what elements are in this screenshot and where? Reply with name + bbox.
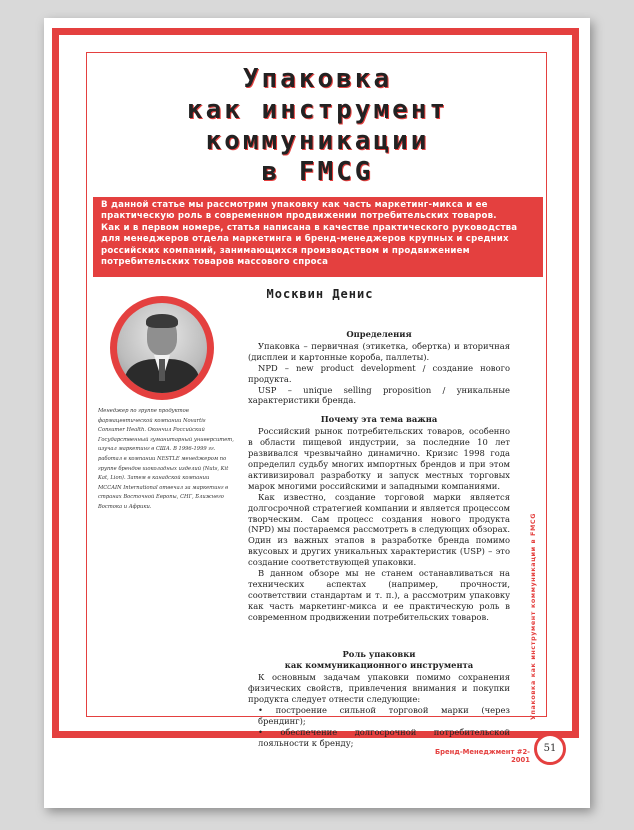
side-running-title: Упаковка как инструмент коммуникации в FMCG <box>529 512 537 720</box>
title-line: Упаковка <box>242 64 393 94</box>
section-heading: Почему эта тема важна <box>320 414 438 425</box>
paragraph: Как известно, создание торговой марки является долгосрочной стратегией компании и является процессом творческим. Сам процесс создания нового продукта (NPD) мы постараемся рассмотреть в следующих обзорах. Один из важных этапов в разработке бренда помимо вкусовых и других уникальных характеристик (USP) – это создание соответствующей упаковки. <box>248 491 510 568</box>
section-heading: Роль упаковки <box>342 648 416 659</box>
lead-box <box>93 197 543 277</box>
bullet-item: • обеспечение долгосрочной потребительской лояльности к бренду; <box>258 726 510 748</box>
section-subheading: как коммуникационного инструмента <box>284 660 474 671</box>
spacer <box>248 406 510 414</box>
paragraph: NPD – new product development / создание нового продукта. <box>248 362 510 384</box>
title-line: в FMCG <box>261 157 374 187</box>
bio-text: Менеджер по группе продуктов фармацевтической компании Novartis Consumer Health. Окончил Российский Государственный гуманитарный университет, изучал маркетинг в США. В 1996-1999 гг. работал в компании NESTLE менеджером по группе брендов шоколадных изделий (Nuts, Kit Kat, Lion). Затем в канадской компании MCCAIN International отвечал за маркетинг в странах Восточной Европы, СНГ, Ближнего Востока и Африки. <box>98 408 234 510</box>
paragraph: Российский рынок потребительских товаров, особенно в области пищевой индустрии, за последние 10 лет развивался чрезвычайно динамично. Кризис 1998 года определил судьбу многих импортных брендов и при этом активизировал разработку и запуск местных торговых марок многими российскими и западными компаниями. <box>248 426 510 491</box>
paragraph: К основным задачам упаковки помимо сохранения физических свойств, привлечения внимания и покупки продукта следует отнести следующие: <box>248 672 510 705</box>
section-heading: Определения <box>346 329 412 339</box>
footer-magazine-issue: Бренд-Менеджмент #2-2001 <box>434 748 530 764</box>
title-line: как инструмент <box>186 95 449 125</box>
bullet-item: • построение сильной торговой марки (через брендинг); <box>258 705 510 726</box>
spacer <box>248 623 510 649</box>
lead-paragraph: Как и в первом номере, статья написана в качестве практического руководства для менеджеров отдела маркетинга и бренд-менеджеров крупных и средних российских компаний, занимающихся производством и продвижением потребительских товаров массового спроса <box>101 222 518 268</box>
author-name: Москвин Денис <box>266 287 374 301</box>
paragraph: Упаковка – первичная (этикетка, обертка) и вторичная (дисплеи и картонные короба, паллеты). <box>248 340 510 362</box>
lead-paragraph: В данной статье мы рассмотрим упаковку как часть маркетинг-микса и ее практическую роль в современном продвижении потребительских товаров. <box>101 200 497 222</box>
paragraph: USP – unique selling proposition / уникальные характеристики бренда. <box>248 384 510 406</box>
article-body <box>248 329 510 749</box>
photo-tie <box>159 359 165 381</box>
author-photo <box>117 303 207 393</box>
paragraph: В данном обзоре мы не станем останавливаться на технических аспектах (например, прочности, соответствии стандартам и т. п.), а рассмотрим упаковку как часть маркетинг-микса и ее практическую роль в современном продвижении потребительских товаров. <box>248 568 510 622</box>
author-bio <box>98 407 234 513</box>
page-number: 51 <box>534 733 566 765</box>
article-title <box>90 64 545 188</box>
photo-hair <box>146 314 178 328</box>
title-line: коммуникации <box>205 126 430 156</box>
